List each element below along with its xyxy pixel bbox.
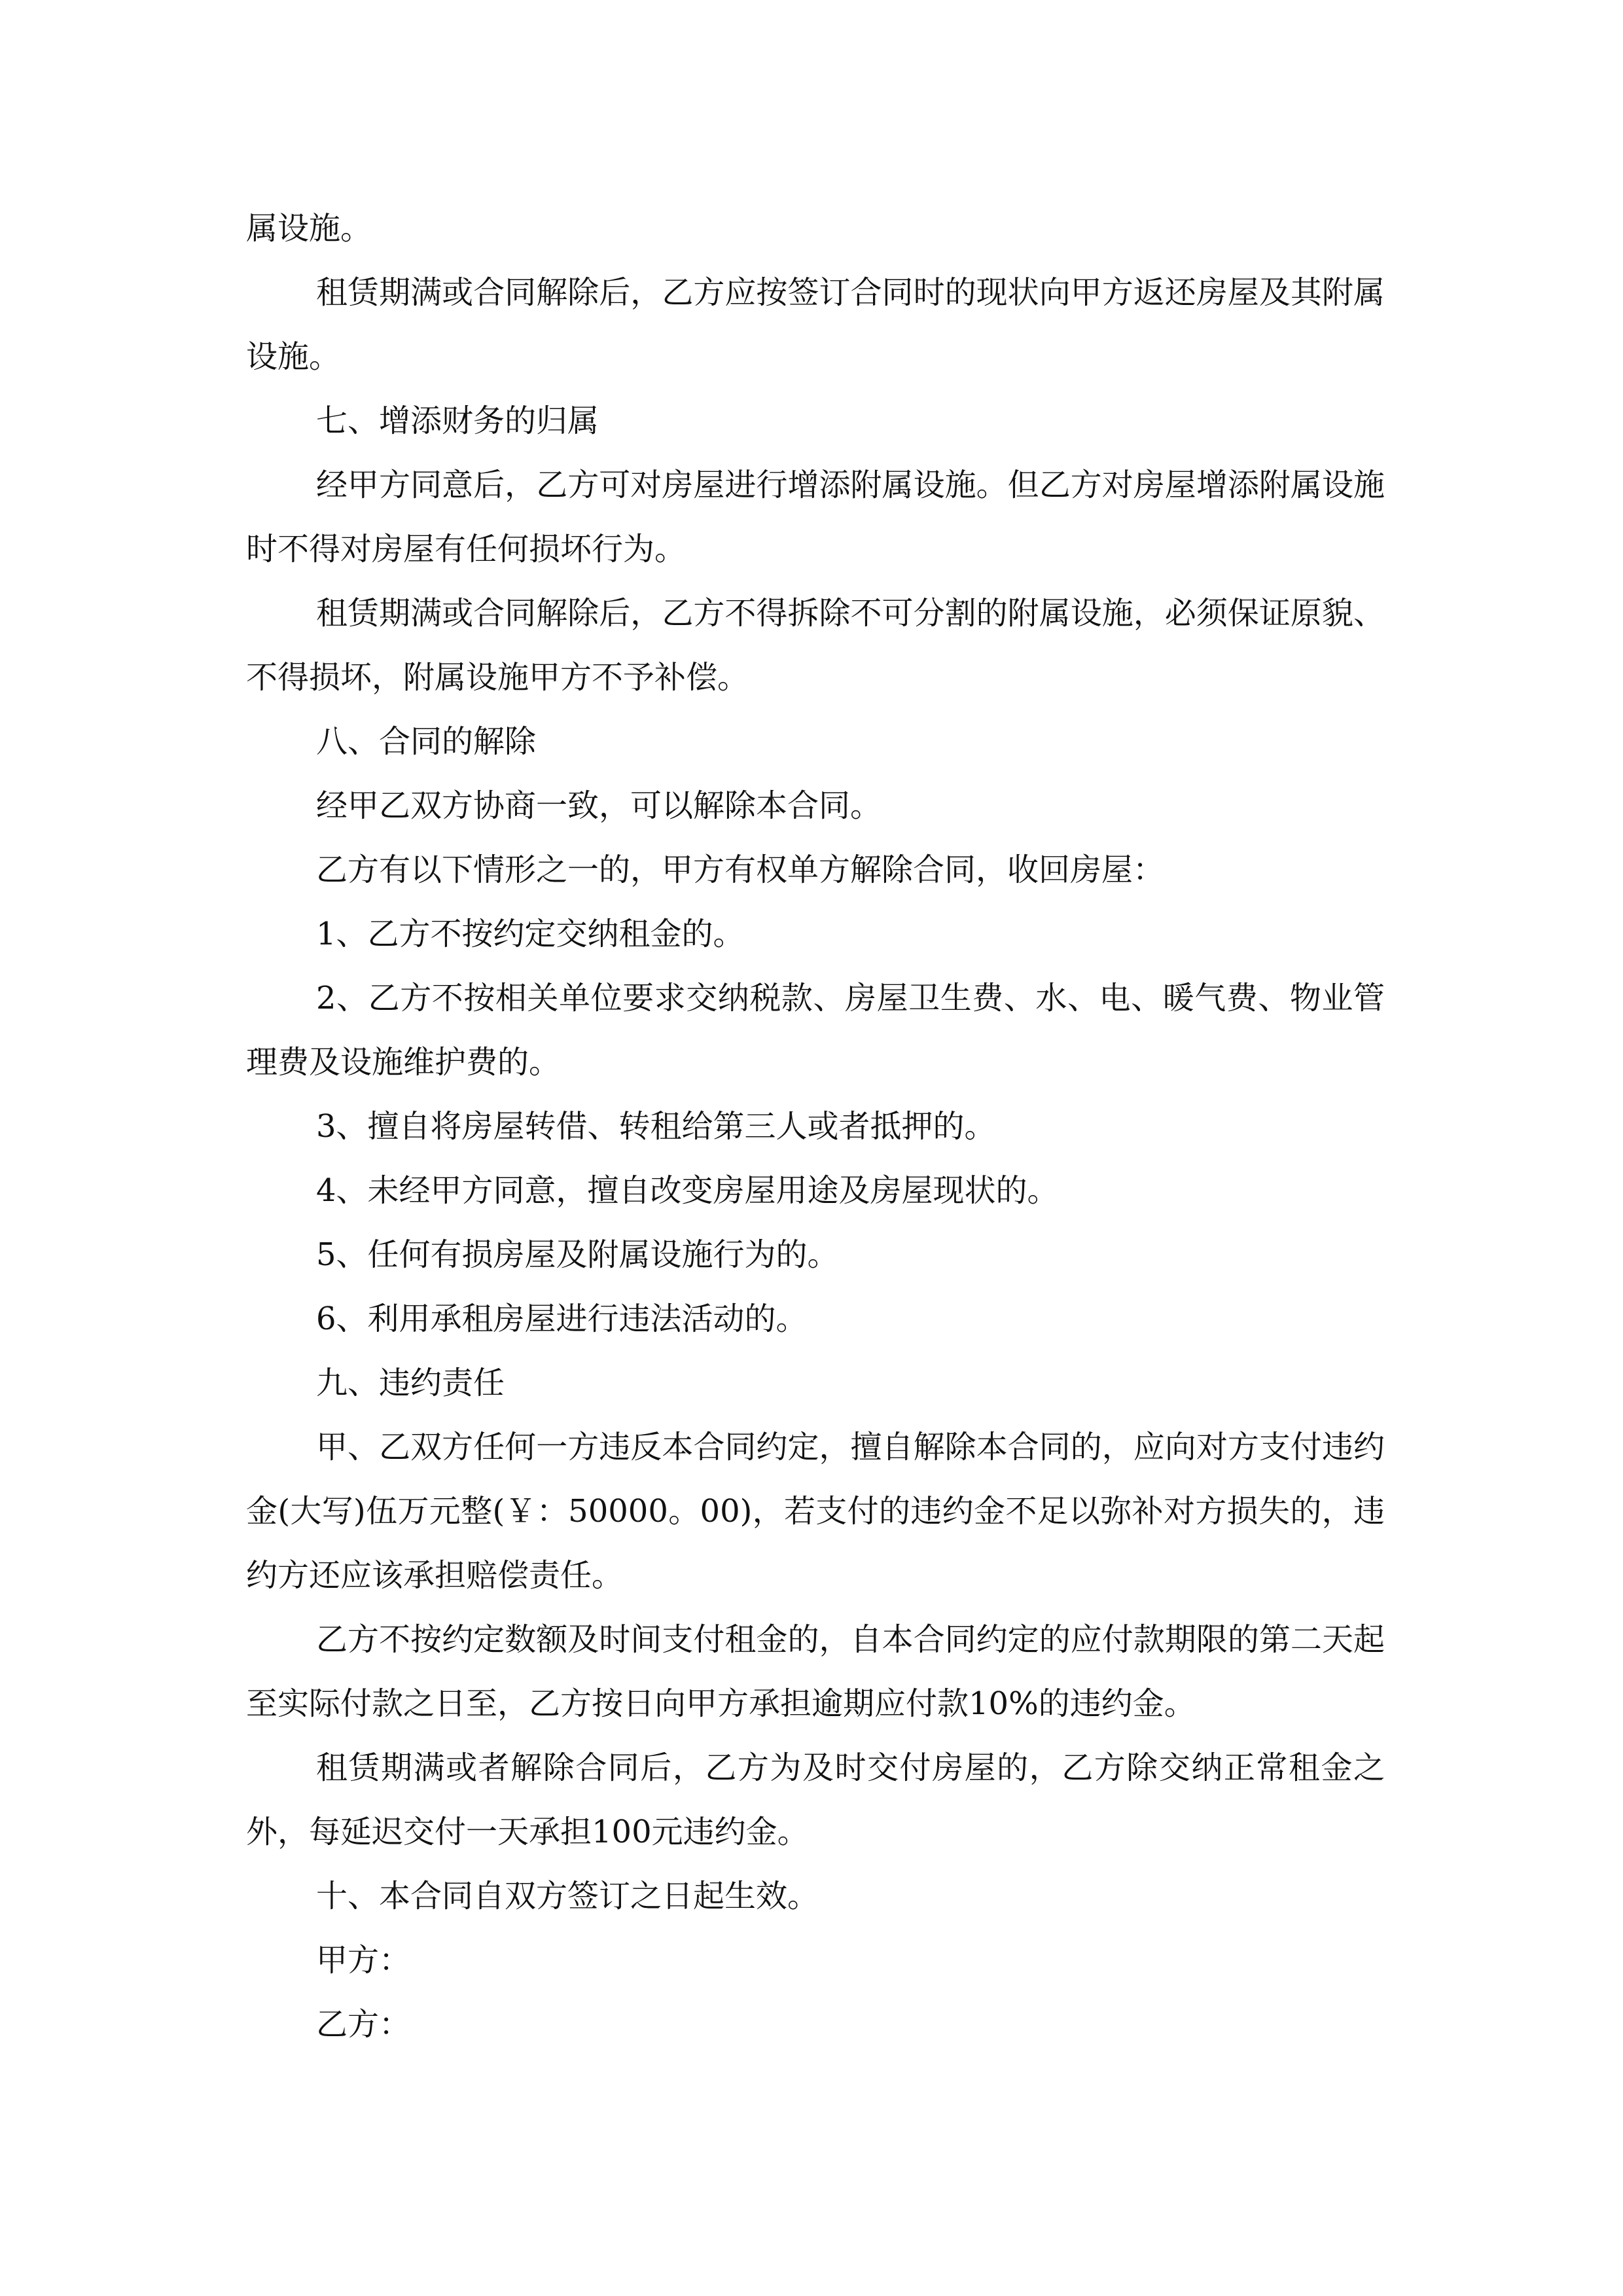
list-item: 2、乙方不按相关单位要求交纳税款、房屋卫生费、水、电、暖气费、物业管理费及设施维护费的。 bbox=[246, 980, 1385, 1081]
paragraph: 租赁期满或合同解除后，乙方应按签订合同时的现状向甲方返还房屋及其附属设施。 bbox=[246, 274, 1385, 375]
signature-party-a: 甲方： bbox=[316, 1942, 411, 1979]
section-heading: 七、增添财务的归属 bbox=[316, 403, 599, 439]
paragraph: 甲、乙双方任何一方违反本合同约定，擅自解除本合同的，应向对方支付违约金(大写)伍万元整(￥：50000。00)，若支付的违约金不足以弥补对方损失的，违约方还应该承担赔偿责任。 bbox=[246, 1429, 1385, 1594]
section-heading: 十、本合同自双方签订之日起生效。 bbox=[316, 1878, 819, 1914]
section-heading: 九、违约责任 bbox=[316, 1365, 505, 1401]
section-heading: 八、合同的解除 bbox=[316, 723, 537, 760]
list-item: 1、乙方不按约定交纳租金的。 bbox=[316, 916, 745, 952]
list-item: 3、擅自将房屋转借、转租给第三人或者抵押的。 bbox=[316, 1108, 996, 1145]
list-item: 4、未经甲方同意，擅自改变房屋用途及房屋现状的。 bbox=[316, 1172, 1059, 1209]
list-item: 6、利用承租房屋进行违法活动的。 bbox=[316, 1300, 808, 1337]
paragraph: 乙方有以下情形之一的，甲方有权单方解除合同，收回房屋： bbox=[316, 852, 1165, 888]
paragraph: 经甲方同意后，乙方可对房屋进行增添附属设施。但乙方对房屋增添附属设施时不得对房屋有任何损坏行为。 bbox=[246, 467, 1385, 567]
paragraph: 租赁期满或者解除合同后，乙方为及时交付房屋的，乙方除交纳正常租金之外，每延迟交付一天承担100元违约金。 bbox=[246, 1749, 1385, 1850]
paragraph: 经甲乙双方协商一致，可以解除本合同。 bbox=[316, 787, 882, 824]
list-item: 5、任何有损房屋及附属设施行为的。 bbox=[316, 1236, 839, 1273]
paragraph: 乙方不按约定数额及时间支付租金的，自本合同约定的应付款期限的第二天起至实际付款之日至，乙方按日向甲方承担逾期应付款10%的违约金。 bbox=[246, 1621, 1385, 1722]
contract-body bbox=[246, 196, 1385, 2056]
paragraph-continuation: 属设施。 bbox=[246, 210, 372, 247]
paragraph: 租赁期满或合同解除后，乙方不得拆除不可分割的附属设施，必须保证原貌、不得损坏，附属设施甲方不予补偿。 bbox=[246, 595, 1385, 696]
signature-party-b: 乙方： bbox=[316, 2006, 411, 2043]
